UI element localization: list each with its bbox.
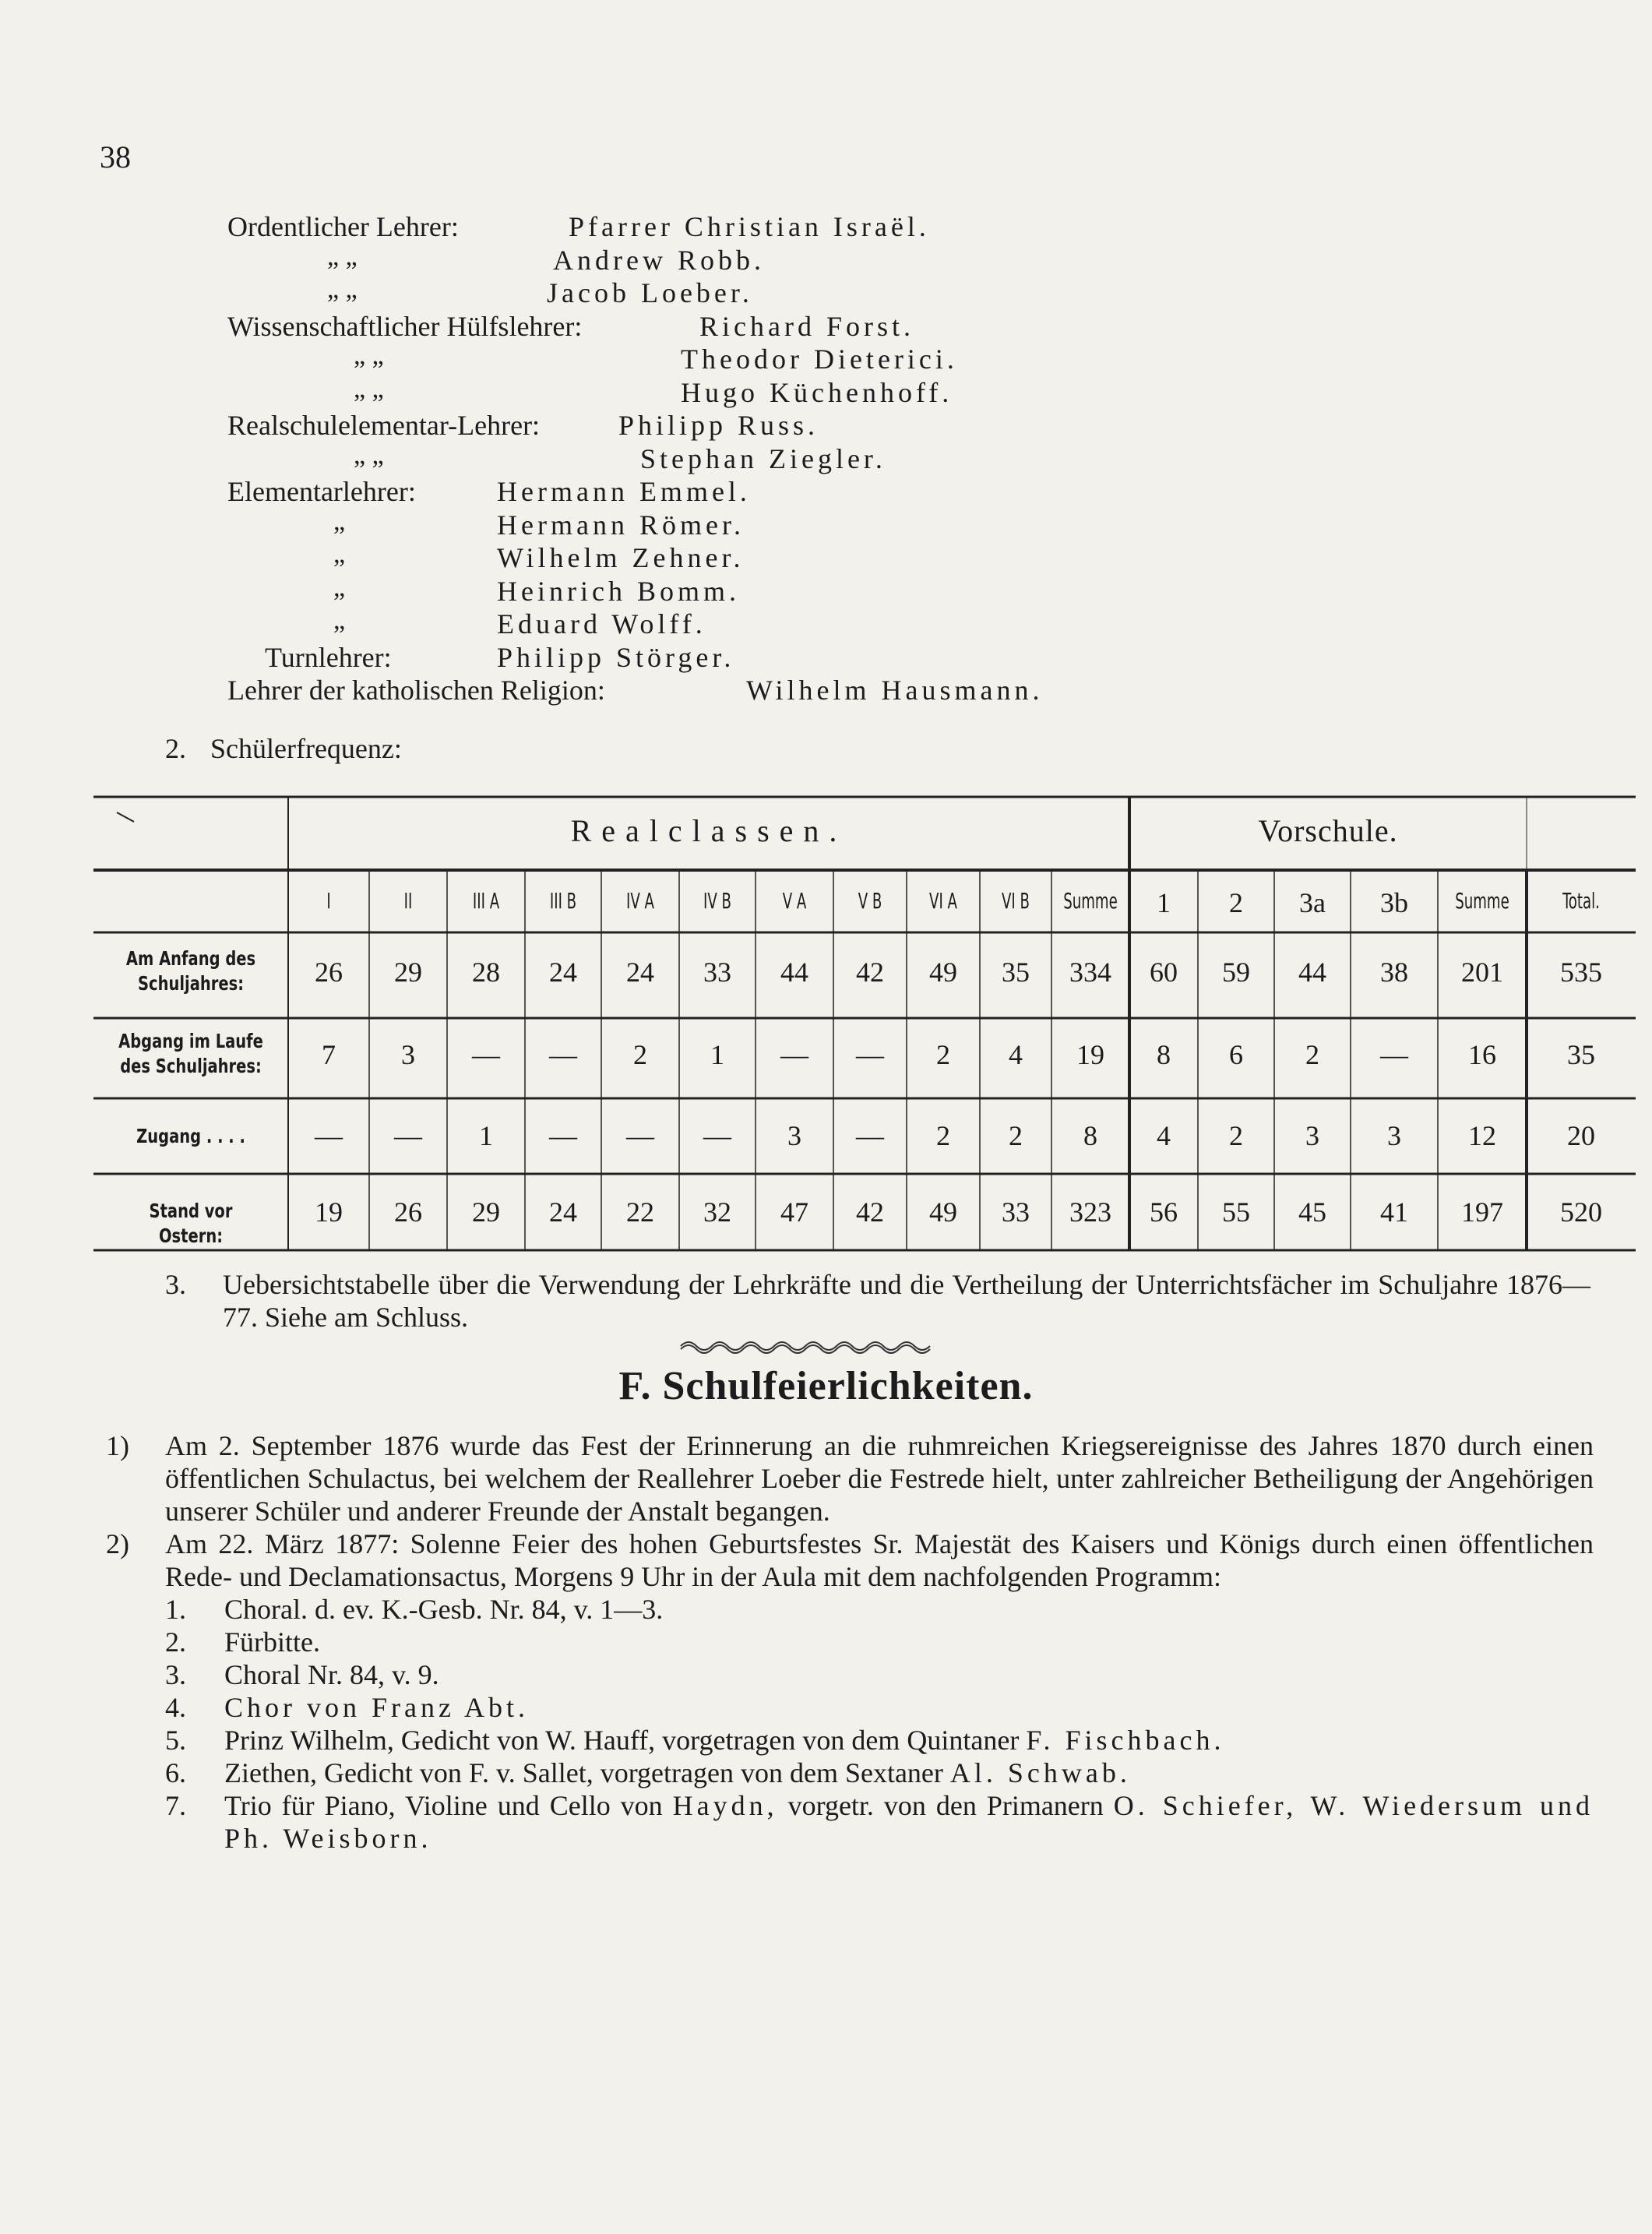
item-text bbox=[224, 1789, 1594, 1855]
staff-row bbox=[227, 210, 1552, 244]
staff-row bbox=[227, 442, 1552, 476]
table-cell: 2 bbox=[633, 1039, 647, 1070]
table-cell: 16 bbox=[1468, 1039, 1496, 1070]
staff-row bbox=[227, 409, 1552, 442]
staff-name: Hugo Küchenhoff. bbox=[681, 376, 953, 408]
table-cell: 2 bbox=[936, 1120, 950, 1151]
performer-name: F. Fischbach. bbox=[1026, 1725, 1225, 1756]
table-cell: 334 bbox=[1069, 957, 1111, 988]
table-cell: 55 bbox=[1222, 1196, 1250, 1228]
col-header: VI B bbox=[1002, 888, 1030, 914]
col-header: V A bbox=[782, 888, 807, 914]
staff-name: Heinrich Bomm. bbox=[497, 575, 740, 607]
table-cell: 323 bbox=[1069, 1196, 1111, 1228]
table-cell: — bbox=[626, 1120, 654, 1151]
row-label bbox=[115, 946, 267, 996]
item-text: Am 2. September 1876 wurde das Fest der Erinnerung an die ruhmreichen Kriegsereignisse des Jahres 1870 durch einen öffentlichen Schulactus, bei welchem der Reallehrer Loeber die Festrede hielt, unter zahlreicher Betheiligung der Angehörigen unserer Schüler und anderer Freunde der Anstalt begangen. bbox=[165, 1430, 1594, 1527]
table-cell: 8 bbox=[1157, 1039, 1171, 1070]
section-number: 3. bbox=[165, 1269, 186, 1300]
ditto-mark: „ „ bbox=[327, 241, 358, 271]
staff-name: Eduard Wolff. bbox=[497, 608, 706, 640]
section-2-heading bbox=[165, 732, 402, 765]
row-label-line: Schuljahres: bbox=[137, 972, 245, 995]
staff-role: Realschulelementar-Lehrer: bbox=[227, 410, 541, 441]
staff-name: Philipp Russ. bbox=[618, 410, 819, 441]
table-cell: 42 bbox=[856, 957, 884, 988]
section-3-text: Uebersichtstabelle über die Verwendung der Lehrkräfte und die Vertheilung der Unterrichtsfächer im Schuljahre 1876—77. Siehe am Schluss. bbox=[223, 1269, 1590, 1333]
table-cell: 3 bbox=[1305, 1120, 1319, 1151]
group-header-vorschule: Vorschule. bbox=[1258, 813, 1398, 848]
item-text: Chor von Franz Abt. bbox=[224, 1692, 529, 1723]
section-f-title: F. Schulfeierlichkeiten. bbox=[618, 1364, 1034, 1408]
row-label-line: Stand vor Ostern: bbox=[149, 1200, 233, 1247]
programme-list bbox=[165, 1593, 1594, 1855]
table-cell: 201 bbox=[1461, 957, 1503, 988]
staff-name: Pfarrer Christian Israël. bbox=[569, 211, 930, 242]
table-cell: — bbox=[472, 1039, 500, 1070]
table-cell: 60 bbox=[1150, 957, 1178, 988]
row-label bbox=[115, 1124, 267, 1149]
table-cell: 1 bbox=[710, 1039, 724, 1070]
performer-names: O. Schiefer, W. Wiedersum und Ph. Weisborn. bbox=[224, 1790, 1594, 1854]
table-cell: 20 bbox=[1567, 1120, 1595, 1151]
programme-item bbox=[165, 1658, 1594, 1691]
staff-row bbox=[227, 506, 1552, 542]
col-header: 1 bbox=[1157, 887, 1171, 918]
table-cell: 1 bbox=[479, 1120, 493, 1151]
col-header: 3b bbox=[1380, 887, 1408, 918]
staff-row bbox=[227, 241, 1552, 277]
festivity-item bbox=[106, 1429, 1594, 1528]
row-label-line: Am Anfang des bbox=[125, 947, 256, 970]
item-text-part: vorgetr. von den Primanern bbox=[777, 1790, 1114, 1821]
table-cell: 35 bbox=[1002, 957, 1030, 988]
programme-item bbox=[165, 1757, 1594, 1789]
table-cell: 47 bbox=[780, 1196, 808, 1228]
row-label bbox=[115, 1199, 267, 1249]
table-cell: 49 bbox=[929, 1196, 957, 1228]
section-3 bbox=[165, 1268, 1590, 1334]
item-text-part: Prinz Wilhelm, Gedicht von W. Hauff, vorgetragen von dem Quintaner bbox=[224, 1725, 1027, 1756]
item-text: Am 22. März 1877: Solenne Feier des hohen Geburtsfestes Sr. Majestät des Kaisers und Königs durch einen öffentlichen Rede- und Declamationsactus, Morgens 9 Uhr in der Aula mit dem nachfolgenden Programm: bbox=[165, 1528, 1594, 1592]
ditto-mark: „ bbox=[333, 506, 346, 536]
item-number: 5. bbox=[165, 1725, 186, 1756]
table-cell: 49 bbox=[929, 957, 957, 988]
table-cell: 33 bbox=[1002, 1196, 1030, 1228]
table-cell: 2 bbox=[936, 1039, 950, 1070]
table-cell: 26 bbox=[394, 1196, 422, 1228]
staff-name: Wilhelm Zehner. bbox=[497, 542, 745, 573]
table-cell: 24 bbox=[549, 957, 577, 988]
staff-row bbox=[227, 310, 1552, 344]
col-header: IV B bbox=[703, 888, 731, 914]
row-label-line: des Schuljahres: bbox=[120, 1055, 262, 1077]
table-cell: 44 bbox=[780, 957, 808, 988]
item-text: Fürbitte. bbox=[224, 1626, 320, 1658]
table-cell: 197 bbox=[1461, 1196, 1503, 1228]
ditto-mark: „ „ bbox=[354, 440, 384, 470]
staff-role: Lehrer der katholischen Religion: bbox=[227, 675, 605, 706]
table-cell: 26 bbox=[315, 957, 343, 988]
item-text-part: Trio für Piano, Violine und Cello von bbox=[224, 1790, 673, 1821]
table-cell: 41 bbox=[1380, 1196, 1408, 1228]
staff-name: Hermann Römer. bbox=[497, 509, 745, 541]
ditto-mark: „ „ bbox=[354, 341, 384, 370]
row-label-line: Abgang im Laufe bbox=[118, 1030, 263, 1052]
table-cell: 2 bbox=[1305, 1039, 1319, 1070]
col-header: IV A bbox=[626, 888, 654, 914]
table-cell: 33 bbox=[703, 957, 731, 988]
item-text-part: Ziethen, Gedicht von F. v. Sallet, vorgetragen von dem Sextaner bbox=[224, 1757, 950, 1788]
col-header: 3a bbox=[1299, 887, 1326, 918]
table-cell: 56 bbox=[1150, 1196, 1178, 1228]
staff-row bbox=[227, 575, 1552, 608]
table-cell: 59 bbox=[1222, 957, 1250, 988]
ditto-mark: „ bbox=[333, 573, 346, 602]
col-header: III A bbox=[472, 888, 500, 914]
col-header: III B bbox=[549, 888, 577, 914]
table-cell: 35 bbox=[1567, 1039, 1595, 1070]
item-number: 2. bbox=[165, 1626, 186, 1658]
staff-row bbox=[227, 376, 1552, 410]
staff-row bbox=[227, 608, 1552, 641]
staff-name: Jacob Loeber. bbox=[547, 277, 753, 308]
section-label: Schülerfrequenz: bbox=[210, 733, 402, 764]
col-header: 2 bbox=[1229, 887, 1243, 918]
item-text bbox=[224, 1757, 1594, 1789]
staff-name: Philipp Störger. bbox=[497, 641, 735, 673]
table-cell: 42 bbox=[856, 1196, 884, 1228]
staff-row bbox=[227, 674, 1552, 707]
staff-row bbox=[227, 541, 1552, 575]
staff-name: Theodor Dieterici. bbox=[681, 344, 958, 375]
table-cell: — bbox=[703, 1120, 731, 1151]
table-cell: 22 bbox=[626, 1196, 654, 1228]
ditto-mark: „ „ bbox=[354, 374, 384, 403]
table-cell: 38 bbox=[1380, 957, 1408, 988]
section-number: 2. bbox=[165, 733, 186, 764]
col-header: VI A bbox=[929, 888, 957, 914]
staff-row bbox=[227, 343, 1552, 376]
table-cell: 535 bbox=[1560, 957, 1602, 988]
table-cell: 24 bbox=[549, 1196, 577, 1228]
staff-role: Ordentlicher Lehrer: bbox=[227, 211, 459, 242]
table-cell: 3 bbox=[787, 1120, 801, 1151]
col-header: I bbox=[326, 888, 331, 914]
staff-list bbox=[227, 210, 1552, 707]
page-number: 38 bbox=[100, 139, 131, 174]
programme-item bbox=[165, 1789, 1594, 1855]
table-rules bbox=[93, 783, 1636, 1258]
table-cell: 3 bbox=[401, 1039, 415, 1070]
ditto-mark: „ „ bbox=[327, 275, 358, 304]
staff-role: Wissenschaftlicher Hülfslehrer: bbox=[227, 310, 583, 342]
table-cell: 7 bbox=[322, 1039, 336, 1070]
item-number: 1) bbox=[106, 1430, 129, 1461]
festivity-item bbox=[106, 1528, 1594, 1593]
staff-name: Andrew Robb. bbox=[553, 244, 765, 276]
table-cell: 8 bbox=[1083, 1120, 1097, 1151]
table-cell: — bbox=[394, 1120, 422, 1151]
item-number: 2) bbox=[106, 1528, 129, 1559]
table-cell: 19 bbox=[1076, 1039, 1104, 1070]
table-cell: 19 bbox=[315, 1196, 343, 1228]
table-cell: — bbox=[315, 1120, 343, 1151]
staff-name: Stephan Ziegler. bbox=[640, 442, 886, 474]
table-cell: 29 bbox=[472, 1196, 500, 1228]
table-cell: — bbox=[549, 1039, 577, 1070]
ditto-mark: „ bbox=[333, 606, 346, 635]
festivities-list bbox=[106, 1429, 1594, 1855]
table-cell: 32 bbox=[703, 1196, 731, 1228]
table-cell: 45 bbox=[1298, 1196, 1326, 1228]
frequency-table bbox=[93, 783, 1636, 1258]
table-cell: 520 bbox=[1560, 1196, 1602, 1228]
table-cell: 2 bbox=[1009, 1120, 1023, 1151]
item-number: 3. bbox=[165, 1659, 186, 1690]
table-cell: 6 bbox=[1229, 1039, 1243, 1070]
staff-name: Richard Forst. bbox=[699, 310, 914, 342]
group-header-realclassen: Realclassen. bbox=[570, 813, 847, 848]
staff-row bbox=[227, 277, 1552, 310]
item-text: Choral Nr. 84, v. 9. bbox=[224, 1659, 439, 1690]
table-cell: 44 bbox=[1298, 957, 1326, 988]
table-cell: — bbox=[856, 1120, 884, 1151]
table-cell: 4 bbox=[1009, 1039, 1023, 1070]
table-cell: 24 bbox=[626, 957, 654, 988]
table-cell: — bbox=[549, 1120, 577, 1151]
composer-name: Haydn, bbox=[672, 1790, 778, 1821]
table-cell: 2 bbox=[1229, 1120, 1243, 1151]
table-cell: — bbox=[1380, 1039, 1408, 1070]
programme-item bbox=[165, 1724, 1594, 1757]
staff-name: Wilhelm Hausmann. bbox=[746, 675, 1044, 706]
staff-row bbox=[227, 475, 1552, 509]
table-cell: — bbox=[856, 1039, 884, 1070]
col-header: II bbox=[403, 888, 413, 914]
col-header: V B bbox=[858, 888, 882, 914]
item-number: 1. bbox=[165, 1594, 186, 1625]
table-cell: 28 bbox=[472, 957, 500, 988]
item-number: 4. bbox=[165, 1692, 186, 1723]
ditto-mark: „ bbox=[333, 540, 346, 569]
col-header: Total. bbox=[1562, 888, 1600, 914]
table-cell: 4 bbox=[1157, 1120, 1171, 1151]
programme-item bbox=[165, 1593, 1594, 1626]
table-cell: — bbox=[780, 1039, 808, 1070]
table-cell: 12 bbox=[1468, 1120, 1496, 1151]
table-cell: 29 bbox=[394, 957, 422, 988]
item-text bbox=[224, 1724, 1594, 1757]
performer-name: Al. Schwab. bbox=[949, 1757, 1131, 1788]
staff-role: Turnlehrer: bbox=[265, 641, 392, 673]
staff-role: Elementarlehrer: bbox=[227, 476, 416, 507]
col-header: Summe bbox=[1063, 888, 1118, 914]
item-text: Choral. d. ev. K.-Gesb. Nr. 84, v. 1—3. bbox=[224, 1594, 664, 1625]
wavy-rule-ornament bbox=[679, 1337, 944, 1355]
item-number: 6. bbox=[165, 1757, 186, 1788]
item-number: 7. bbox=[165, 1790, 186, 1821]
programme-item bbox=[165, 1626, 1594, 1658]
row-label-line: Zugang . . . . bbox=[136, 1125, 245, 1147]
row-label bbox=[115, 1029, 267, 1079]
staff-row bbox=[227, 641, 1552, 675]
table-cell: 3 bbox=[1387, 1120, 1401, 1151]
col-header: Summe bbox=[1455, 888, 1509, 914]
staff-name: Hermann Emmel. bbox=[497, 476, 751, 507]
programme-item bbox=[165, 1691, 1594, 1724]
